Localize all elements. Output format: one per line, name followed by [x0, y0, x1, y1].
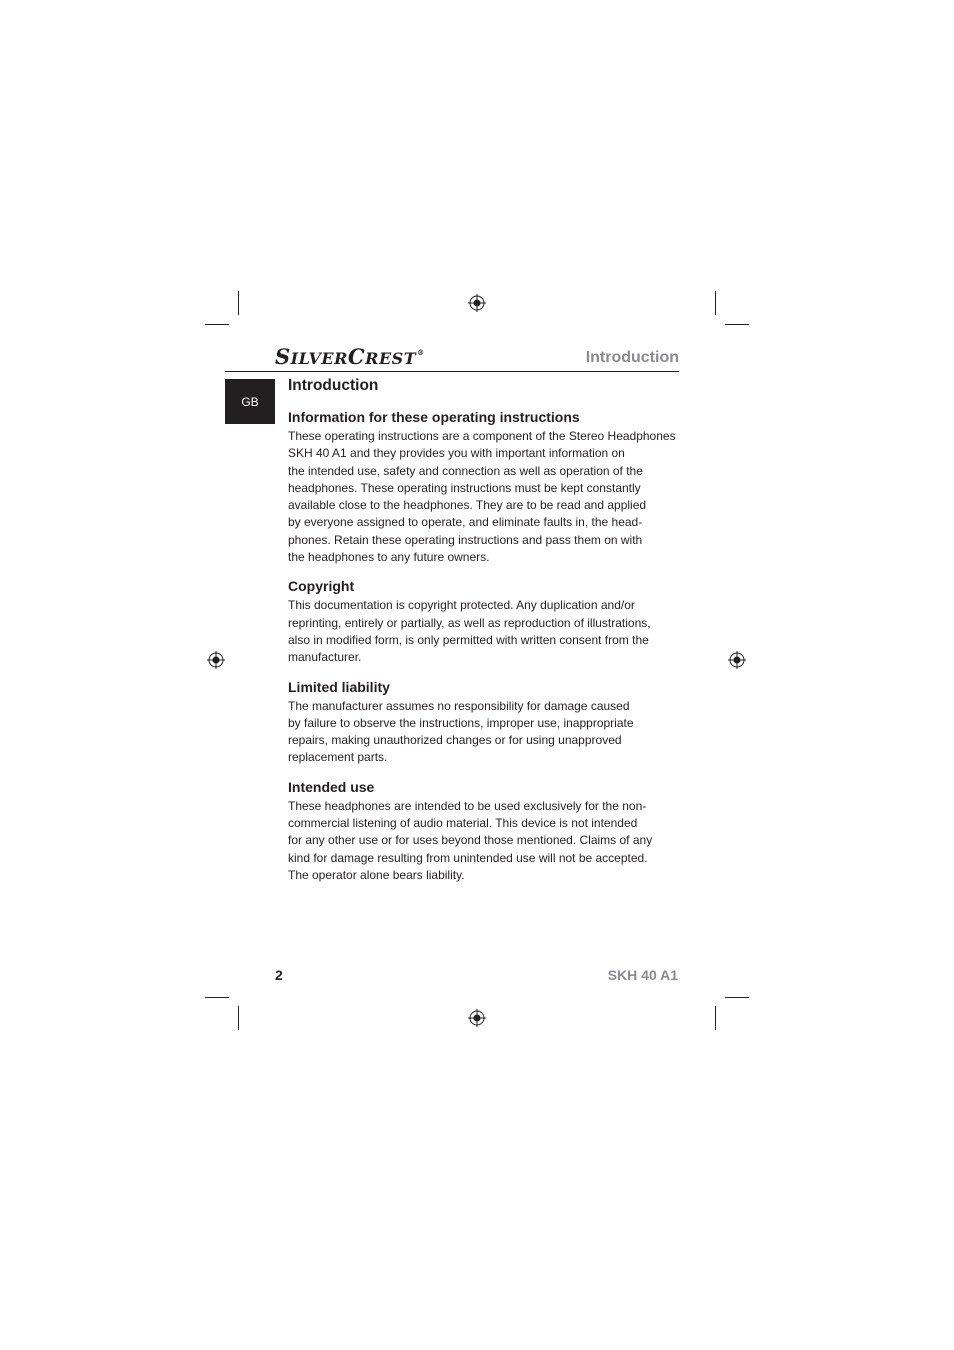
paragraph-line: the headphones to any future owners.	[288, 550, 490, 565]
sections	[288, 408, 676, 884]
paragraph-line: commercial listening of audio material. This device is not intended	[288, 816, 638, 831]
paragraph-line: available close to the headphones. They are to be read and applied	[288, 498, 647, 513]
section-paragraph	[288, 597, 668, 666]
page-number: 2	[275, 967, 283, 983]
section-paragraph	[288, 698, 668, 767]
section	[288, 408, 676, 566]
paragraph-line: manufacturer.	[288, 650, 362, 665]
section-heading: Limited liability	[288, 678, 390, 695]
brand-logo: SILVERCREST®	[275, 344, 425, 369]
main-content	[288, 376, 676, 884]
section-heading: Information for these operating instructions	[288, 409, 580, 425]
paragraph-line: by everyone assigned to operate, and eliminate faults in, the head-	[288, 515, 643, 530]
paragraph-line: kind for damage resulting from unintended use will not be accepted.	[288, 850, 648, 865]
paragraph-line: repairs, making unauthorized changes or for using unapproved	[288, 733, 622, 748]
model-number: SKH 40 A1	[607, 967, 678, 983]
paragraph-line: headphones. These operating instructions must be kept constantly	[288, 480, 641, 495]
paragraph-line: This documentation is copyright protected. Any duplication and/or	[288, 598, 635, 613]
paragraph-line: for any other use or for uses beyond those mentioned. Claims of any	[288, 833, 653, 848]
crop-mark	[725, 997, 749, 998]
crop-mark	[715, 291, 716, 315]
header-divider	[225, 371, 679, 372]
crop-mark	[238, 291, 239, 315]
registration-mark-icon	[728, 651, 746, 669]
paragraph-line: also in modified form, is only permitted with written consent from the	[288, 632, 649, 647]
header-section-title: Introduction	[585, 349, 679, 366]
paragraph-line: phones. Retain these operating instructions and pass them on with	[288, 532, 643, 547]
section	[288, 577, 668, 666]
crop-mark	[205, 997, 229, 998]
paragraph-line: The manufacturer assumes no responsibility for damage caused	[288, 698, 630, 713]
crop-mark	[715, 1006, 716, 1030]
registration-mark-icon	[207, 651, 225, 669]
page-title: Introduction	[288, 377, 379, 394]
paragraph-line: replacement parts.	[288, 750, 388, 765]
paragraph-line: the intended use, safety and connection as well as operation of the	[288, 463, 643, 478]
crop-mark	[238, 1006, 239, 1030]
paragraph-line: These operating instructions are a component of the Stereo Headphones	[288, 429, 676, 443]
section-paragraph	[288, 428, 676, 566]
language-tab: GB	[225, 379, 275, 424]
section	[288, 678, 668, 767]
crop-mark	[205, 324, 229, 325]
paragraph-line: These headphones are intended to be used exclusively for the non-	[288, 798, 647, 813]
section-heading: Intended use	[288, 778, 375, 795]
section-paragraph	[288, 798, 668, 884]
registration-mark-icon	[468, 1009, 486, 1027]
section-heading: Copyright	[288, 578, 355, 595]
paragraph-line: SKH 40 A1 and they provides you with important information on	[288, 446, 625, 461]
registration-mark-icon	[468, 294, 486, 312]
paragraph-line: by failure to observe the instructions, improper use, inappropriate	[288, 715, 634, 730]
paragraph-line: The operator alone bears liability.	[288, 867, 465, 882]
paragraph-line: reprinting, entirely or partially, as well as reproduction of illustrations,	[288, 615, 651, 630]
crop-mark	[725, 324, 749, 325]
section	[288, 778, 668, 884]
